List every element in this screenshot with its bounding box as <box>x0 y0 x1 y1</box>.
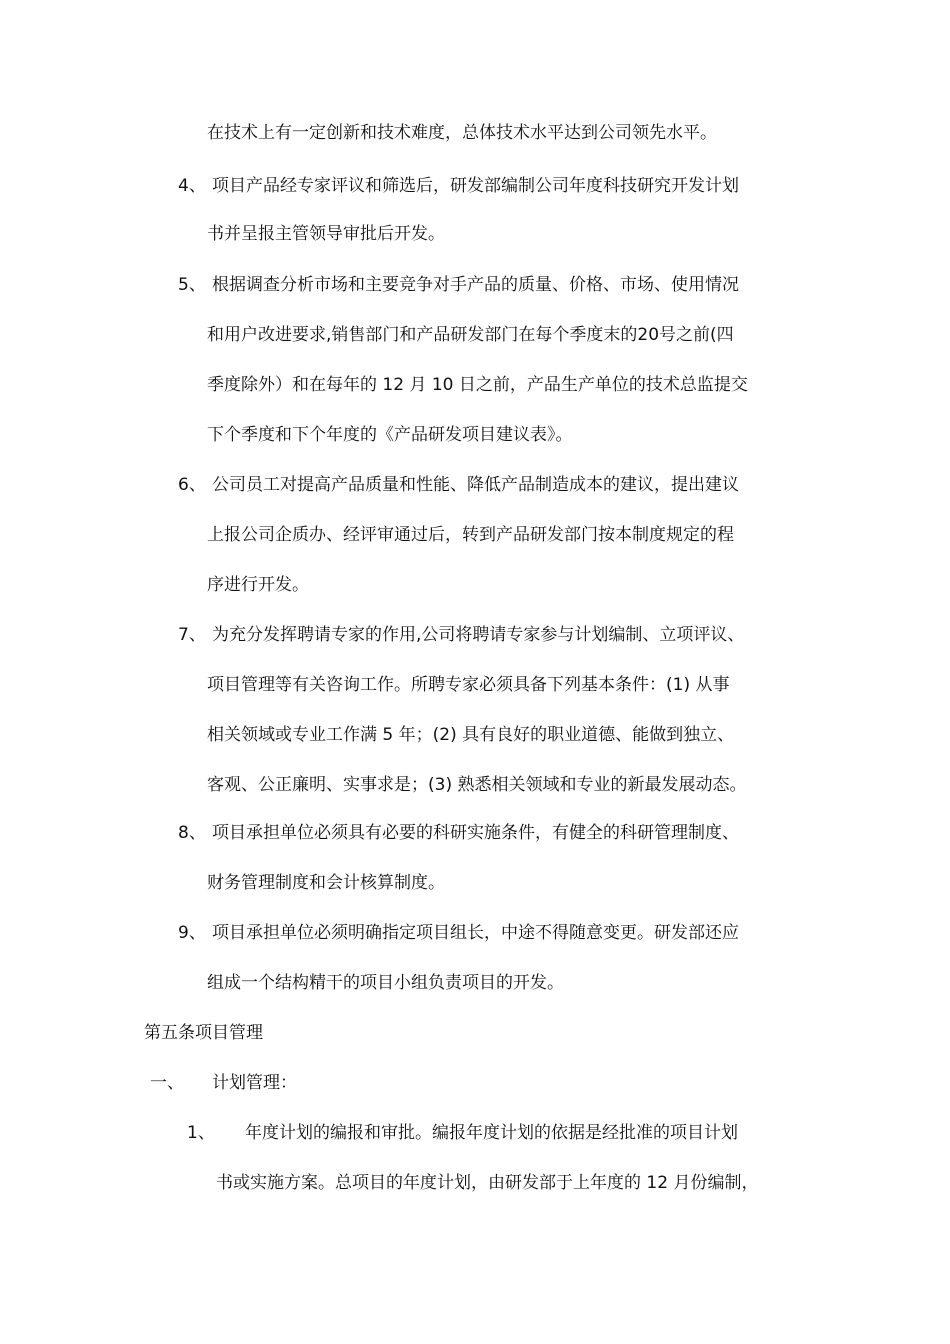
sub-item-1-line-1: 年度计划的编报和审批。编报年度计划的依据是经批准的项目计划 <box>245 1123 738 1143</box>
continuation-line: 在技术上有一定创新和技术难度，总体技术水平达到公司领先水平。 <box>207 123 717 143</box>
item-6-line-1: 公司员工对提高产品质量和性能、降低产品制造成本的建议，提出建议 <box>212 475 739 495</box>
item-7-line-1: 为充分发挥聘请专家的作用,公司将聘请专家参与计划编制、立项评议、 <box>212 625 745 645</box>
item-6-line-3: 序进行开发。 <box>207 575 309 595</box>
item-4-line-2: 书并呈报主管领导审批后开发。 <box>207 224 445 244</box>
sub-item-number-1: 1、 <box>187 1123 215 1143</box>
item-9-line-2: 组成一个结构精干的项目小组负责项目的开发。 <box>207 973 564 993</box>
item-number-7: 7、 <box>178 625 206 645</box>
item-5-line-2: 和用户改进要求,销售部门和产品研发部门在每个季度末的20号之前(四 <box>207 325 734 345</box>
item-7-line-3: 相关领域或专业工作满 5 年；(2) 具有良好的职业道德、能做到独立、 <box>207 725 735 745</box>
item-8-line-2: 财务管理制度和会计核算制度。 <box>207 873 445 893</box>
subsection-title: 计划管理： <box>212 1073 297 1093</box>
item-5-line-4: 下个季度和下个年度的《产品研发项目建议表》。 <box>207 425 573 445</box>
item-7-line-4: 客观、公正廉明、实事求是；(3) 熟悉相关领域和专业的新最发展动态。 <box>207 775 747 795</box>
item-number-5: 5、 <box>178 275 206 295</box>
item-8-line-1: 项目承担单位必须具有必要的科研实施条件，有健全的科研管理制度、 <box>212 823 739 843</box>
item-5-line-3: 季度除外）和在每年的 12 月 10 日之前，产品生产单位的技术总监提交 <box>207 375 748 395</box>
sub-item-1-line-2: 书或实施方案。总项目的年度计划，由研发部于上年度的 12 月份编制， <box>216 1173 759 1193</box>
subsection-number: 一、 <box>150 1073 184 1093</box>
item-6-line-2: 上报公司企质办、经评审通过后，转到产品研发部门按本制度规定的程 <box>207 525 734 545</box>
item-number-9: 9、 <box>178 923 206 943</box>
item-number-4: 4、 <box>178 176 206 196</box>
item-number-8: 8、 <box>178 823 206 843</box>
item-7-line-2: 项目管理等有关咨询工作。所聘专家必须具备下列基本条件：(1) 从事 <box>207 675 730 695</box>
section-heading: 第五条项目管理 <box>144 1023 263 1043</box>
item-9-line-1: 项目承担单位必须明确指定项目组长，中途不得随意变更。研发部还应 <box>212 923 739 943</box>
item-4-line-1: 项目产品经专家评议和筛选后，研发部编制公司年度科技研究开发计划 <box>212 176 739 196</box>
item-number-6: 6、 <box>178 475 206 495</box>
item-5-line-1: 根据调查分析市场和主要竞争对手产品的质量、价格、市场、使用情况 <box>212 275 739 295</box>
